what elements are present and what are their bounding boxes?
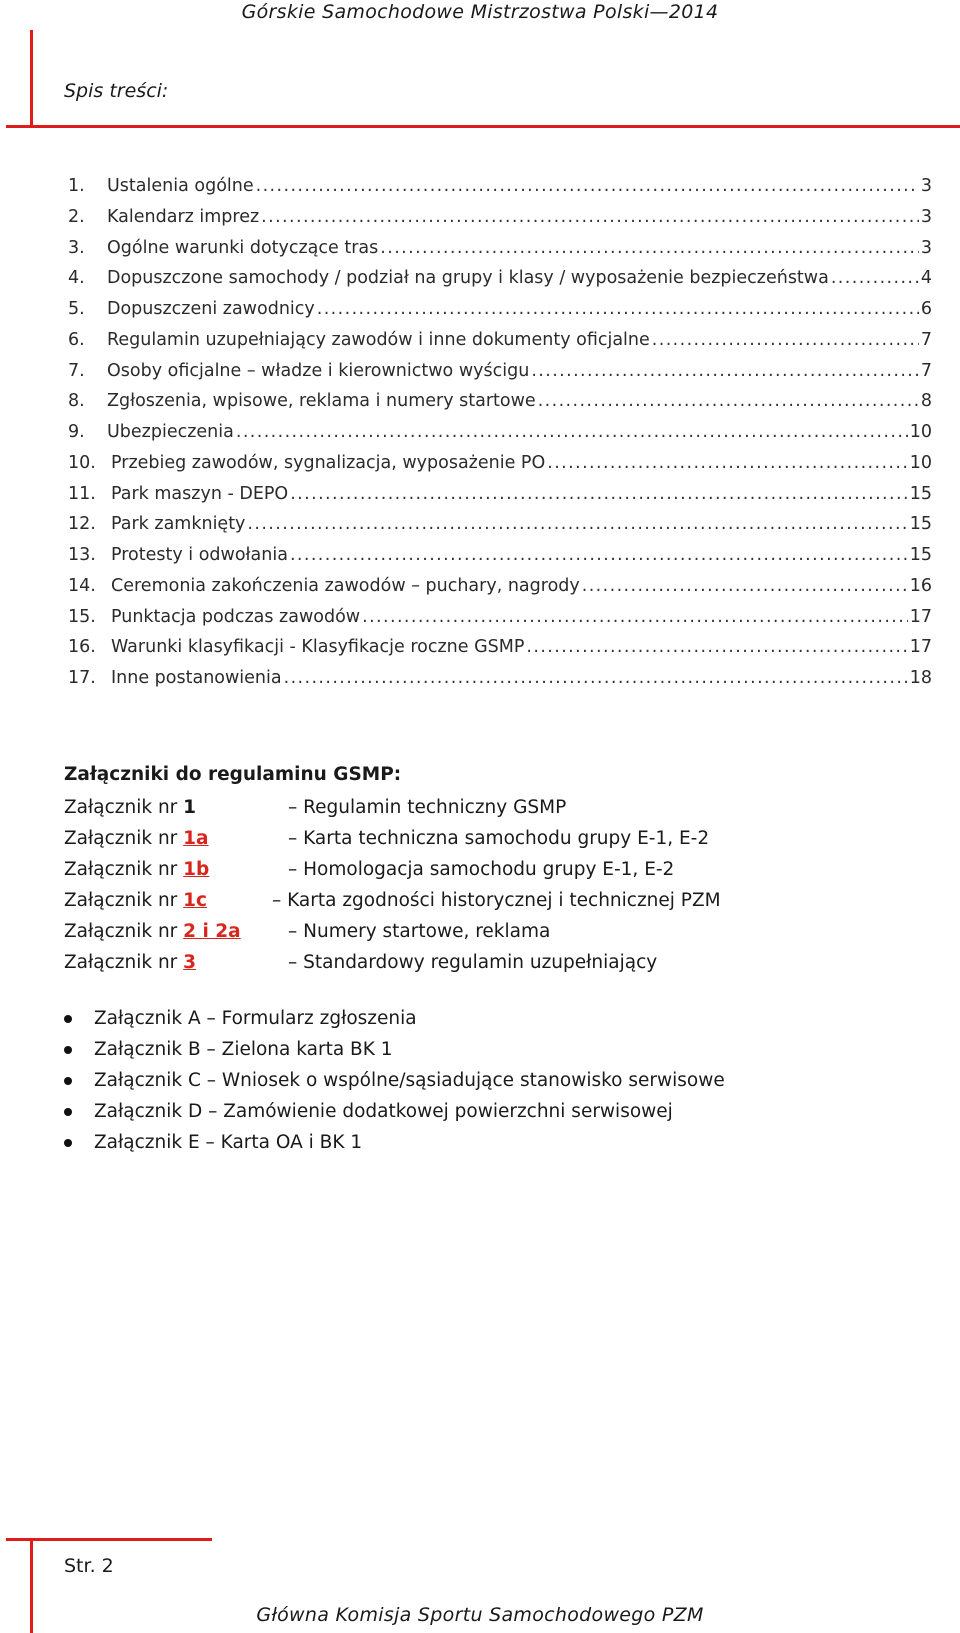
page-footer: Główna Komisja Sportu Samochodowego PZM: [256, 1604, 704, 1626]
toc-item-number: 9.: [68, 422, 85, 442]
toc-item[interactable]: [68, 361, 932, 392]
attachment-label: [64, 854, 209, 885]
toc-item-number: 7.: [68, 360, 85, 381]
toc-item-page: 3: [920, 237, 932, 258]
form-item: [64, 1065, 725, 1096]
toc-item-title: Ubezpieczenia: [107, 422, 234, 442]
toc-dot-leader: [582, 576, 908, 596]
toc-item-number: 3.: [68, 237, 85, 258]
toc-item[interactable]: [68, 637, 932, 668]
toc-item-number: 2.: [68, 206, 85, 227]
toc-item[interactable]: [68, 207, 932, 238]
toc-item[interactable]: [68, 545, 932, 576]
toc-item-page: 3: [920, 206, 932, 227]
toc-heading: Spis treści:: [64, 80, 169, 102]
toc-dot-leader: [547, 453, 907, 473]
bullet-icon: [64, 1139, 72, 1147]
attachments-heading: Załączniki do regulaminu GSMP:: [64, 764, 402, 785]
toc-dot-leader: [380, 238, 919, 258]
attachment-number: 1: [183, 797, 197, 818]
toc-item[interactable]: [68, 453, 932, 484]
toc-item[interactable]: [68, 391, 932, 422]
toc-item-number: 12.: [68, 514, 96, 535]
toc-item-page: 16: [909, 575, 932, 596]
bullet-icon: [64, 1077, 72, 1085]
toc-item-title: Punktacja podczas zawodów: [111, 606, 361, 627]
toc-item-title: Inne postanowienia: [111, 668, 282, 688]
attachment-prefix: Załącznik nr: [64, 797, 178, 818]
attachment-prefix: Załącznik nr: [64, 828, 178, 849]
attachment-prefix: Załącznik nr: [64, 952, 178, 973]
form-item: [64, 1003, 725, 1034]
toc-item-number: 17.: [68, 668, 96, 688]
toc-dot-leader: [290, 545, 908, 565]
toc-item-number: 1.: [68, 176, 85, 196]
attachment-description: – Standardowy regulamin uzupełniający: [288, 952, 658, 973]
toc-dot-leader: [531, 361, 919, 381]
toc-dot-leader: [284, 668, 908, 688]
bullet-icon: [64, 1108, 72, 1116]
attachment-label: [64, 792, 196, 823]
toc-item-title: Zgłoszenia, wpisowe, reklama i numery startowe: [107, 391, 536, 412]
toc-item-page: 15: [909, 483, 932, 504]
toc-item-page: 17: [909, 606, 932, 627]
toc-item-page: 15: [909, 514, 932, 535]
toc-item-title: Ceremonia zakończenia zawodów – puchary, nagrody: [111, 575, 580, 596]
form-item: [64, 1127, 725, 1158]
toc-dot-leader: [317, 299, 919, 319]
toc-item[interactable]: [68, 668, 932, 699]
toc-dot-leader: [247, 514, 907, 534]
attachment-description: – Karta zgodności historycznej i technicznej PZM: [272, 890, 721, 911]
toc-item-number: 8.: [68, 391, 85, 412]
toc-dot-leader: [538, 391, 919, 411]
toc-item-title: Ogólne warunki dotyczące tras: [107, 237, 379, 258]
toc-item-page: 17: [909, 637, 932, 658]
toc-item-number: 11.: [68, 483, 96, 504]
toc-item-number: 14.: [68, 575, 96, 596]
attachment-label: [64, 823, 209, 854]
attachment-description: – Regulamin techniczny GSMP: [288, 797, 567, 818]
page-number: Str. 2: [64, 1555, 114, 1577]
left-red-rule: [30, 30, 33, 126]
toc-item[interactable]: [68, 238, 932, 269]
toc-item[interactable]: [68, 607, 932, 638]
toc-item[interactable]: [68, 299, 932, 330]
toc-item-title: Dopuszczeni zawodnicy: [107, 299, 315, 319]
toc-item-title: Warunki klasyfikacji - Klasyfikacje roczne GSMP: [111, 637, 525, 658]
page-header: Górskie Samochodowe Mistrzostwa Polski—2014: [241, 1, 719, 23]
attachment-label: [64, 947, 196, 978]
toc-item-title: Osoby oficjalne – władze i kierownictwo wyścigu: [107, 360, 530, 381]
toc-item[interactable]: [68, 514, 932, 545]
attachment-prefix: Załącznik nr: [64, 859, 178, 880]
attachment-prefix: Załącznik nr: [64, 921, 178, 942]
forms-list: [64, 1003, 725, 1158]
attachment-link[interactable]: 2 i 2a: [183, 921, 241, 942]
toc-item-title: Kalendarz imprez: [107, 206, 260, 227]
toc-item-page: 7: [920, 360, 932, 381]
bullet-icon: [64, 1015, 72, 1023]
toc-dot-leader: [236, 422, 908, 442]
toc-dot-leader: [526, 637, 907, 657]
toc-item-page: 7: [920, 329, 932, 350]
form-item: [64, 1096, 725, 1127]
toc-item-page: 18: [909, 668, 932, 688]
attachment-description: – Homologacja samochodu grupy E-1, E-2: [288, 859, 675, 880]
toc-item-title: Przebieg zawodów, sygnalizacja, wyposażenie PO: [111, 452, 546, 473]
toc-item-number: 10.: [68, 452, 96, 473]
toc-item-number: 13.: [68, 545, 96, 565]
toc-dot-leader: [831, 268, 919, 288]
toc-item-page: 10: [909, 452, 932, 473]
toc-dot-leader: [290, 484, 908, 504]
toc-item-title: Ustalenia ogólne: [107, 176, 254, 196]
toc-item-page: 8: [920, 391, 932, 412]
toc-item[interactable]: [68, 484, 932, 515]
header-red-rule: [6, 125, 960, 128]
attachment-link[interactable]: 1a: [183, 828, 209, 849]
toc-item[interactable]: [68, 330, 932, 361]
attachment-description: – Numery startowe, reklama: [288, 921, 551, 942]
bullet-icon: [64, 1046, 72, 1054]
attachment-link[interactable]: 1c: [183, 890, 208, 911]
toc-item-page: 10: [909, 422, 932, 442]
toc-item-page: 3: [920, 176, 932, 196]
toc-item-number: 5.: [68, 299, 85, 319]
toc-item-title: Dopuszczone samochody / podział na grupy i klasy / wyposażenie bezpieczeństwa: [107, 268, 829, 289]
toc-item[interactable]: [68, 176, 932, 207]
toc-item-title: Protesty i odwołania: [111, 545, 288, 565]
toc-item-number: 6.: [68, 329, 85, 350]
toc-item-page: 4: [920, 268, 932, 289]
attachment-link[interactable]: 3: [183, 952, 197, 973]
toc-item-number: 4.: [68, 268, 85, 289]
toc-item-number: 15.: [68, 606, 96, 627]
footer-red-rule: [6, 1538, 212, 1541]
form-item-label: Załącznik E – Karta OA i BK 1: [94, 1132, 363, 1153]
toc-item-title: Park maszyn - DEPO: [111, 483, 289, 504]
form-item-label: Załącznik D – Zamówienie dodatkowej powierzchni serwisowej: [94, 1101, 673, 1122]
toc-item-title: Regulamin uzupełniający zawodów i inne dokumenty oficjalne: [107, 329, 650, 350]
attachment-link[interactable]: 1b: [183, 859, 210, 880]
toc-item-page: 15: [909, 545, 932, 565]
table-of-contents: [68, 176, 932, 699]
toc-item-number: 16.: [68, 637, 96, 658]
toc-dot-leader: [256, 176, 919, 196]
form-item-label: Załącznik A – Formularz zgłoszenia: [94, 1008, 417, 1029]
toc-item[interactable]: [68, 268, 932, 299]
toc-dot-leader: [261, 207, 919, 227]
form-item-label: Załącznik B – Zielona karta BK 1: [94, 1039, 393, 1060]
attachment-label: [64, 916, 241, 947]
attachment-prefix: Załącznik nr: [64, 890, 178, 911]
form-item: [64, 1034, 725, 1065]
toc-item-title: Park zamknięty: [111, 514, 246, 535]
attachment-description: – Karta techniczna samochodu grupy E-1, E-2: [288, 828, 710, 849]
toc-dot-leader: [652, 330, 919, 350]
attachment-label: [64, 885, 207, 916]
toc-item-page: 6: [920, 299, 932, 319]
toc-dot-leader: [362, 607, 908, 627]
toc-item[interactable]: [68, 576, 932, 607]
toc-item[interactable]: [68, 422, 932, 453]
form-item-label: Załącznik C – Wniosek o wspólne/sąsiadujące stanowisko serwisowe: [94, 1070, 725, 1091]
